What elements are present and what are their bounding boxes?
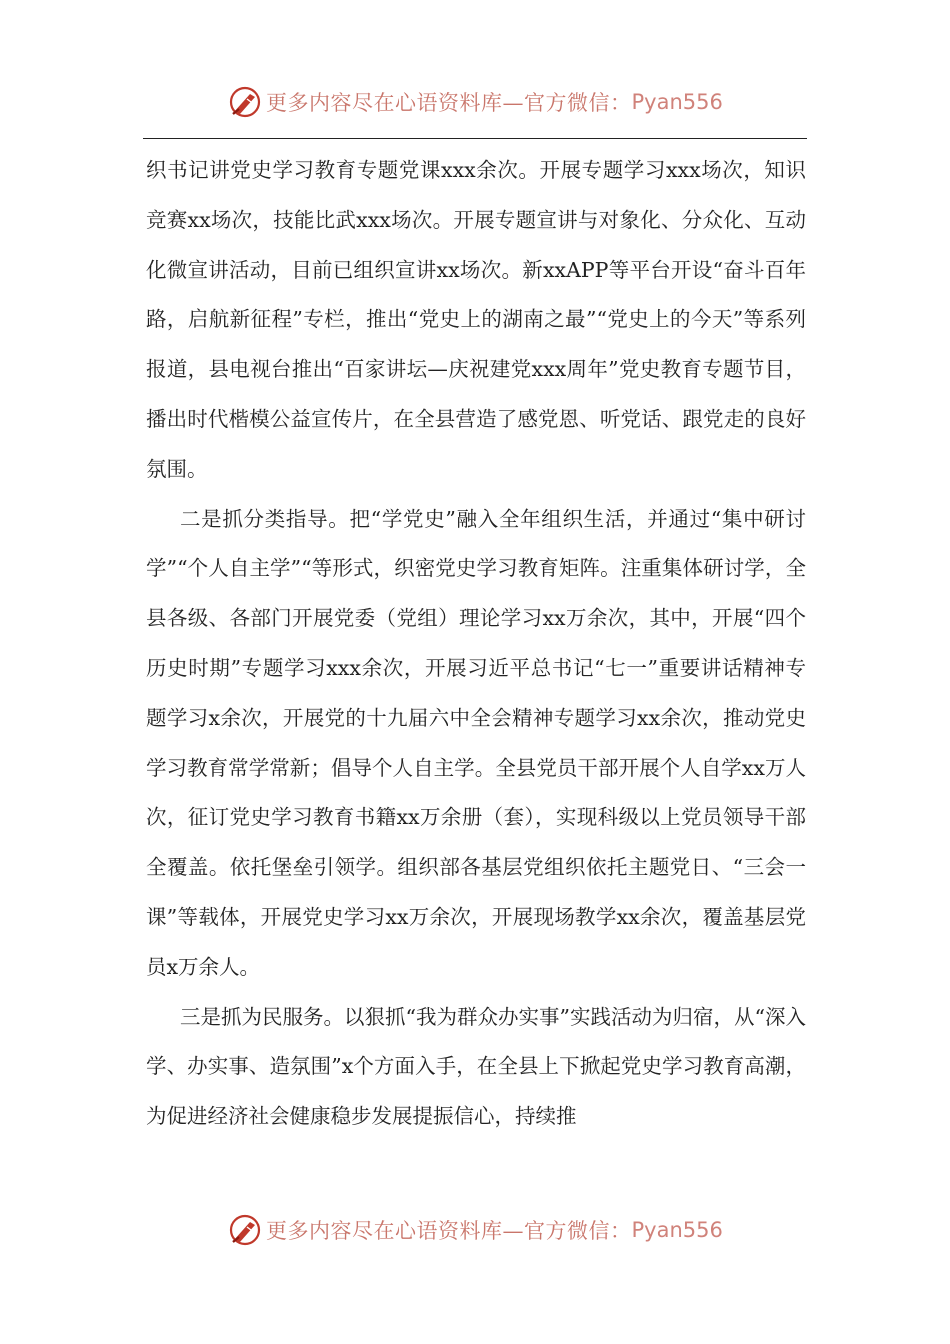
watermark-text: 更多内容尽在心语资料库—官方微信：: [266, 91, 632, 115]
wechat-id: Pyan556: [631, 90, 723, 114]
paragraph-serve-people: 三是抓为民服务。以狠抓“我为群众办实事”实践活动为归宿，从“深入学、办实事、造氛围”x个方面入手，在全县上下掀起党史学习教育高潮，为促进经济社会健康稳步发展提振信心，持续推: [146, 1004, 806, 1129]
footer-watermark: [0, 1208, 950, 1252]
paragraph-classification-guidance: 二是抓分类指导。把“学党史”融入全年组织生活，并通过“集中研讨学”“个人自主学”“等形式，织密党史学习教育矩阵。注重集体研讨学，全县各级、各部门开展党委（党组）理论学习xx万余次，其中，开展“四个历史时期”专题学习xxx余次，开展习近平总书记“七一”重要讲话精神专题学习x余次，开展党的十九届六中全会精神专题学习xx余次，推动党史学习教育常学常新；倡导个人自主学。全县党员干部开展个人自学xx万人次，征订党史学习教育书籍xx万余册（套），实现科级以上党员领导干部全覆盖。依托堡垒引领学。组织部各基层党组织依托主题党日、“三会一课”等载体，开展党史学习xx万余次，开展现场教学xx余次，覆盖基层党员x万余人。: [146, 506, 806, 979]
wechat-id: Pyan556: [631, 1218, 723, 1242]
header-divider: [143, 138, 807, 139]
pen-nib-logo-icon: [228, 85, 262, 119]
document-body: [146, 146, 806, 1142]
header-watermark: [0, 80, 950, 124]
paragraph-continued: 织书记讲党史学习教育专题党课xxx余次。开展专题学习xxx场次，知识竞赛xx场次，技能比武xxx场次。开展专题宣讲与对象化、分众化、互动化微宣讲活动，目前已组织宣讲xx场次。新xxAPP等平台开设“奋斗百年路，启航新征程”专栏，推出“党史上的湖南之最”“党史上的今天”等系列报道，县电视台推出“百家讲坛—庆祝建党xxx周年”党史教育专题节目，播出时代楷模公益宣传片，在全县营造了感党恩、听党话、跟党走的良好氛围。: [146, 158, 806, 481]
pen-nib-logo-icon: [228, 1213, 262, 1247]
watermark-text: 更多内容尽在心语资料库—官方微信：: [266, 1219, 632, 1243]
